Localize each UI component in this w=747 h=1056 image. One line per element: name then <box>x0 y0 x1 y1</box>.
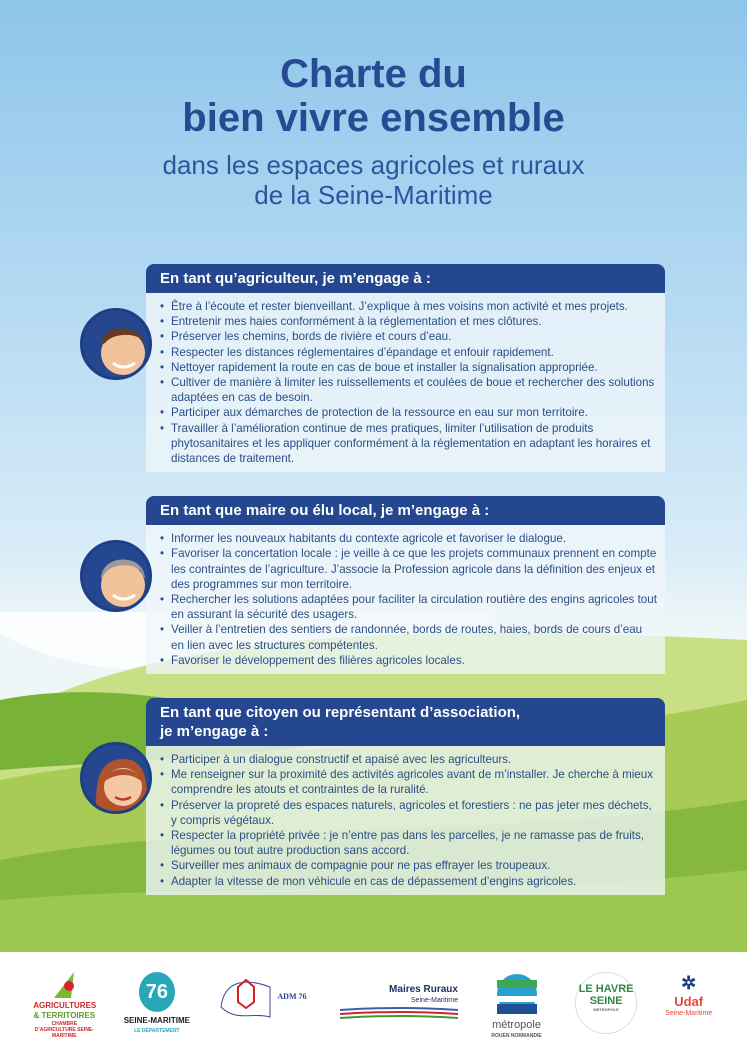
udaf-symbol-icon: ✲ <box>681 973 697 993</box>
section-header: En tant que maire ou élu local, je m’engage à : <box>146 496 665 525</box>
logo-text: Seine-Maritime <box>665 1010 713 1017</box>
logo-adm76 <box>218 972 313 1022</box>
list-item: • Préserver la propreté des espaces naturels, agricoles et forestiers : ne pas jeter mes déchets, y compris végétaux. <box>158 798 657 828</box>
list-item: • Informer les nouveaux habitants du contexte agricole et favoriser le dialogue. <box>158 531 657 546</box>
page-title <box>0 52 747 140</box>
list-item: • Rechercher les solutions adaptées pour faciliter la circulation routière des engins agricoles tout en assurant la sécurité des usagers. <box>158 592 657 622</box>
logo-text: Maires Ruraux <box>389 984 458 995</box>
logo-text: métropole <box>492 1019 541 1031</box>
mayor-commitments-section <box>146 496 665 674</box>
farmer-avatar <box>80 308 152 380</box>
logo-maires-ruraux <box>340 972 458 1023</box>
list-item: • Favoriser la concertation locale : je veille à ce que les projets communaux prennent en compte les contraintes de l’agriculture. J’associe la Profession agricole dans la définition des enjeux et des programmes sur mon territoire. <box>158 546 657 592</box>
partner-logos <box>0 952 747 1056</box>
title-line-2: bien vivre ensemble <box>182 96 565 140</box>
logo-text: Udaf <box>674 994 704 1009</box>
logo-text: AGRICULTURES <box>33 1001 97 1010</box>
list-item: • Me renseigner sur la proximité des activités agricoles avant de m’installer. Je cherche à mieux comprendre les atouts et contraintes de la ruralité. <box>158 767 657 797</box>
logo-le-havre-seine <box>575 972 637 1034</box>
citizen-commitments-section <box>146 698 665 895</box>
list-item: • Préserver les chemins, bords de rivière et cours d’eau. <box>158 329 657 344</box>
list-item: • Être à l’écoute et rester bienveillant. J’explique à mes voisins mon activité et mes projets. <box>158 299 657 314</box>
logo-udaf <box>664 972 714 1018</box>
header-line-1: En tant que citoyen ou représentant d’association, <box>160 704 521 722</box>
logo-text: LE DÉPARTEMENT <box>134 1028 180 1034</box>
page-subtitle <box>0 150 747 210</box>
section-header <box>146 698 665 746</box>
citizen-avatar <box>80 742 152 814</box>
logo-text: MÉTROPOLE <box>593 1007 619 1012</box>
subtitle-line-2: de la Seine-Maritime <box>254 180 493 210</box>
list-item: • Entretenir mes haies conformément à la réglementation et mes clôtures. <box>158 314 657 329</box>
farmer-commitments-section <box>146 264 665 472</box>
list-item: • Nettoyer rapidement la route en cas de boue et installer la signalisation appropriée. <box>158 360 657 375</box>
list-item: • Veiller à l’entretien des sentiers de randonnée, bords de routes, haies, bords de cours d’eau en lien avec les structures compétentes. <box>158 622 657 652</box>
section-header: En tant qu’agriculteur, je m’engage à : <box>146 264 665 293</box>
logo-text: ROUEN NORMANDIE <box>491 1033 542 1039</box>
list-item: • Favoriser le développement des filières agricoles locales. <box>158 653 657 668</box>
logo-text: Seine-Maritime <box>410 997 458 1004</box>
list-item: • Participer à un dialogue constructif et apaisé avec les agriculteurs. <box>158 752 657 767</box>
mayor-avatar <box>80 540 152 612</box>
logo-text: SEINE-MARITIME <box>123 1016 190 1025</box>
logo-text: & TERRITOIRES <box>33 1011 96 1020</box>
title-line-1: Charte du <box>280 52 467 96</box>
logo-text: ADM 76 <box>277 992 307 1001</box>
logo-chambre-agriculture <box>33 972 95 1039</box>
logo-seine-maritime <box>122 972 192 1036</box>
logo-metropole-rouen <box>485 972 549 1041</box>
list-item: • Respecter la propriété privée : je n’entre pas dans les parcelles, je ne ramasse pas de fruits, légumes ou tout autre production sans accord. <box>158 828 657 858</box>
list-item: • Cultiver de manière à limiter les ruissellements et coulées de boue et rechercher des solutions adaptées en cas de besoin. <box>158 375 657 405</box>
subtitle-line-1: dans les espaces agricoles et ruraux <box>162 150 585 180</box>
list-item: • Travailler à l’amélioration continue de mes pratiques, limiter l’utilisation de produits phytosanitaires et les appliquer conformément à la réglementation en adaptant les horaires et distances de traitement. <box>158 421 657 467</box>
list-item: • Respecter les distances réglementaires d’épandage et enfouir rapidement. <box>158 345 657 360</box>
list-item: • Surveiller mes animaux de compagnie pour ne pas effrayer les troupeaux. <box>158 858 657 873</box>
logo-text: 76 <box>139 972 175 1012</box>
list-item: • Participer aux démarches de protection de la ressource en eau sur mon territoire. <box>158 405 657 420</box>
header-line-2: je m’engage à : <box>160 723 269 741</box>
logo-text: CHAMBRE D’AGRICULTURE SEINE-MARITIME <box>34 1021 94 1039</box>
list-item: • Adapter la vitesse de mon véhicule en cas de dépassement d’engins agricoles. <box>158 874 657 889</box>
logo-text: LE HAVRE SEINE <box>578 983 634 1007</box>
